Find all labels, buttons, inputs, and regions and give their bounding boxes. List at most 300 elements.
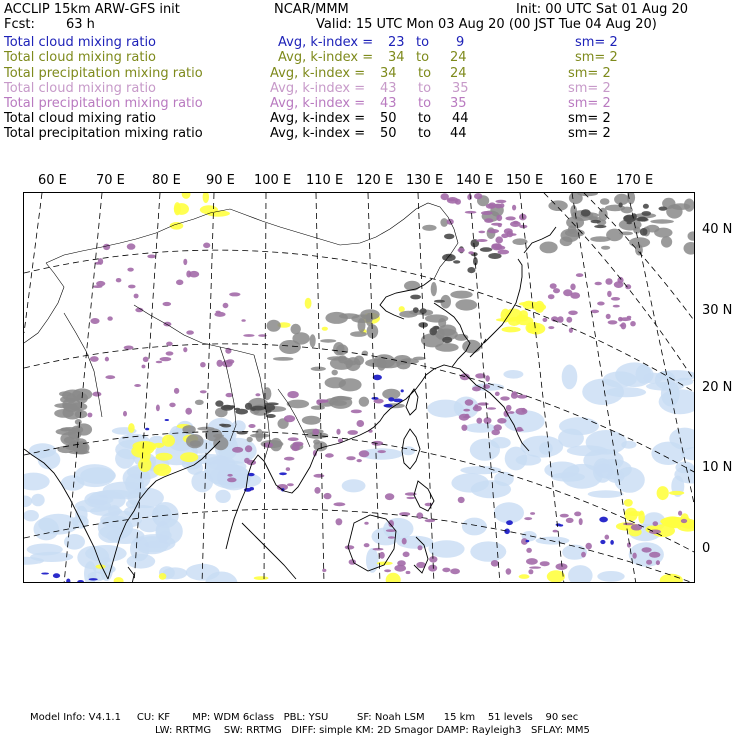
field-blob: [135, 442, 154, 455]
field-blob: [560, 237, 573, 247]
field-blob: [243, 334, 254, 337]
field-blob: [186, 271, 191, 278]
grid-line: [24, 193, 42, 333]
grid-line: [520, 193, 564, 583]
field-blob: [254, 576, 269, 580]
field-blob: [485, 375, 490, 381]
field-blob: [388, 536, 395, 538]
field-blob: [653, 521, 659, 526]
field-blob: [429, 556, 437, 562]
lon-label: 60 E: [38, 173, 67, 188]
field-blob: [630, 321, 636, 326]
field-blob: [553, 288, 560, 293]
lon-label: 160 E: [560, 173, 598, 188]
field-blob: [320, 339, 336, 343]
field-blob: [97, 490, 131, 499]
field-blob: [54, 403, 76, 408]
field-blob: [442, 568, 450, 573]
field-blob: [463, 416, 471, 419]
field-blob: [455, 299, 477, 310]
field-blob: [561, 464, 602, 489]
field-blob: [638, 511, 645, 524]
field-blob: [595, 282, 602, 286]
field-blob: [384, 404, 393, 407]
field-blob: [286, 467, 290, 471]
field-blob: [496, 215, 502, 221]
field-blob: [126, 500, 140, 509]
field-blob: [406, 497, 415, 499]
field-blob: [128, 423, 135, 433]
field-blob: [366, 313, 373, 326]
field-blob: [548, 326, 554, 329]
field-blob: [465, 211, 477, 214]
field-blob: [322, 569, 326, 572]
coastline-sri-lanka: [128, 567, 134, 583]
field-blob: [219, 424, 226, 427]
field-blob: [480, 247, 492, 252]
field-blob: [649, 552, 660, 558]
field-blob: [232, 447, 243, 453]
lon-label: 100 E: [254, 173, 292, 188]
field-blob: [156, 453, 173, 461]
field-blob: [31, 494, 44, 507]
field-blob: [127, 554, 156, 569]
field-blob: [512, 238, 527, 245]
field-blob: [433, 326, 440, 330]
field-blob: [24, 496, 32, 508]
field-blob: [336, 518, 343, 525]
field-blob: [223, 303, 229, 308]
field-blob: [183, 259, 187, 265]
lon-label: 120 E: [356, 173, 394, 188]
field-blob: [556, 523, 561, 526]
field-blob: [487, 407, 496, 410]
field-blob: [588, 490, 624, 498]
field-blob: [491, 429, 500, 435]
field-blob: [185, 408, 192, 415]
field-smoothing: sm= 2: [568, 81, 611, 96]
field-blob: [506, 520, 513, 525]
field-blob: [183, 347, 187, 352]
field-blob: [166, 351, 174, 355]
field-blob: [606, 387, 646, 397]
field-k-start: 50: [380, 126, 397, 141]
field-k-end: 24: [450, 50, 467, 65]
field-blob: [434, 300, 445, 303]
field-k-start: 43: [380, 96, 397, 111]
field-blob: [357, 459, 362, 462]
field-blob: [327, 356, 348, 360]
light-blue-layer: [24, 362, 695, 583]
field-blob: [203, 243, 210, 249]
field-blob: [413, 307, 419, 313]
field-blob: [458, 497, 465, 503]
field-name: Total cloud mixing ratio: [4, 111, 157, 126]
field-blob: [607, 291, 612, 297]
field-blob: [526, 548, 532, 553]
field-k-start: 34: [388, 50, 405, 65]
model-info-line1: Model Info: V4.1.1 CU: KF MP: WDM 6class PBL: YSU SF: Noah LSM 15 km 51 levels 90 sec: [30, 712, 579, 723]
fcst-label: Fcst:: [4, 17, 35, 32]
field-blob: [245, 445, 252, 452]
field-blob: [156, 405, 160, 412]
field-k-start: 43: [380, 81, 397, 96]
field-blob: [358, 318, 366, 332]
field-blob: [528, 569, 533, 574]
field-blob: [605, 278, 612, 285]
field-blob: [611, 297, 620, 301]
field-blob: [562, 365, 578, 390]
field-k-to: to: [418, 111, 432, 126]
field-blob: [624, 499, 633, 507]
field-blob: [460, 466, 501, 474]
field-blob: [675, 378, 693, 386]
field-blob: [517, 395, 527, 399]
grid-line: [418, 193, 434, 583]
field-blob: [688, 231, 696, 240]
field-blob: [311, 406, 325, 410]
field-blob: [156, 361, 163, 364]
forecast-map: [23, 192, 695, 583]
field-blob: [636, 365, 652, 384]
field-blob: [310, 334, 316, 347]
field-blob: [576, 273, 583, 277]
field-blob: [462, 340, 481, 354]
field-blob: [636, 217, 648, 221]
field-blob: [477, 402, 488, 405]
field-blob: [248, 424, 255, 428]
field-blob: [498, 223, 502, 227]
field-blob: [351, 410, 362, 414]
field-blob: [548, 200, 567, 211]
field-blob: [347, 430, 358, 435]
field-blob: [314, 487, 320, 494]
field-blob: [195, 400, 204, 405]
field-blob: [495, 392, 500, 396]
field-blob: [483, 384, 490, 389]
field-blob: [255, 393, 260, 396]
field-blob: [481, 211, 493, 215]
field-blob: [447, 197, 459, 204]
field-blob: [428, 540, 464, 558]
field-k-start: 34: [380, 66, 397, 81]
field-blob: [567, 445, 608, 456]
field-blob: [613, 305, 620, 308]
grid-line: [316, 193, 324, 583]
field-blob: [288, 437, 299, 441]
field-blob: [488, 253, 501, 259]
field-avg-label: Avg, k-index =: [270, 111, 366, 126]
field-blob: [470, 439, 500, 461]
field-blob: [684, 242, 696, 255]
field-blob: [465, 399, 474, 405]
field-blob: [128, 285, 136, 289]
field-smoothing: sm= 2: [575, 50, 618, 65]
field-blob: [114, 577, 124, 583]
field-name: Total cloud mixing ratio: [4, 35, 157, 50]
field-name: Total precipitation mixing ratio: [4, 96, 203, 111]
field-blob: [467, 194, 472, 200]
field-blob: [463, 409, 470, 412]
field-blob: [221, 405, 234, 411]
lon-label: 140 E: [456, 173, 494, 188]
field-k-end: 44: [452, 111, 469, 126]
field-k-end: 44: [450, 126, 467, 141]
field-blob: [607, 470, 625, 483]
field-blob: [333, 502, 345, 506]
field-k-to: to: [416, 35, 430, 50]
field-blob: [606, 314, 611, 319]
field-blob: [618, 317, 623, 322]
lon-label: 170 E: [616, 173, 654, 188]
border-china-mongolia: [156, 203, 458, 279]
lon-label: 70 E: [96, 173, 125, 188]
field-blob: [313, 474, 324, 478]
field-blob: [174, 203, 189, 215]
field-blob: [215, 400, 223, 406]
field-blob: [203, 193, 209, 203]
field-blob: [600, 540, 605, 544]
field-blob: [406, 571, 411, 574]
field-blob: [227, 474, 232, 477]
field-blob: [143, 357, 149, 362]
field-blob: [357, 420, 365, 427]
field-blob: [621, 441, 636, 449]
field-blob: [186, 330, 194, 334]
field-blob: [624, 215, 632, 220]
field-blob: [624, 508, 637, 522]
grid-line: [368, 193, 380, 583]
field-blob: [200, 390, 207, 393]
field-name: Total cloud mixing ratio: [4, 50, 157, 65]
field-blob: [600, 198, 610, 205]
field-blob: [591, 220, 601, 223]
field-blob: [581, 209, 591, 216]
field-name: Total precipitation mixing ratio: [4, 126, 203, 141]
field-blob: [273, 357, 294, 361]
field-k-end: 24: [450, 66, 467, 81]
field-blob: [650, 219, 674, 223]
field-blob: [377, 357, 386, 371]
field-blob: [491, 560, 499, 567]
field-blob: [450, 291, 472, 299]
field-blob: [614, 281, 624, 288]
field-blob: [354, 356, 364, 366]
field-smoothing: sm= 2: [568, 126, 611, 141]
field-blob: [345, 545, 355, 549]
coastline-sumatra: [242, 523, 296, 579]
field-blob: [325, 453, 334, 457]
field-blob: [292, 332, 309, 344]
field-blob: [92, 392, 101, 397]
field-blob: [279, 472, 287, 475]
field-blob: [626, 222, 632, 225]
fcst-value: 63 h: [66, 17, 95, 32]
field-blob: [484, 218, 493, 223]
field-blob: [229, 292, 240, 296]
field-blob: [558, 429, 584, 448]
field-blob: [471, 480, 511, 498]
field-avg-label: Avg, k-index =: [270, 126, 366, 141]
field-blob: [332, 401, 347, 406]
field-blob: [402, 538, 407, 545]
field-blob: [568, 311, 578, 316]
field-blob: [89, 578, 98, 580]
field-blob: [642, 211, 652, 216]
field-blob: [681, 519, 687, 523]
field-blob: [568, 565, 593, 583]
field-blob: [379, 552, 385, 559]
field-blob: [659, 207, 668, 211]
field-blob: [138, 458, 151, 472]
field-blob: [509, 233, 517, 236]
field-blob: [105, 357, 109, 362]
field-blob: [388, 397, 394, 401]
center-label: NCAR/MMM: [274, 2, 349, 17]
field-blob: [529, 566, 541, 568]
field-blob: [153, 464, 171, 476]
field-blob: [74, 464, 115, 487]
field-blob: [251, 406, 265, 411]
field-blob: [75, 506, 87, 524]
field-k-end: 35: [452, 81, 469, 96]
field-blob: [428, 565, 437, 572]
valid-time: Valid: 15 UTC Mon 03 Aug 20 (00 JST Tue 04 Aug 20): [316, 17, 657, 32]
lat-label: 40 N: [702, 222, 733, 237]
field-k-to: to: [416, 50, 430, 65]
field-blob: [453, 260, 460, 263]
field-blob: [651, 442, 685, 465]
field-blob: [553, 530, 558, 533]
field-blob: [92, 285, 102, 288]
field-blob: [619, 203, 623, 208]
field-k-to: to: [418, 96, 432, 111]
field-blob: [431, 282, 437, 296]
field-blob: [519, 574, 530, 579]
field-blob: [511, 392, 518, 399]
field-blob: [500, 203, 505, 208]
field-blob: [605, 535, 610, 540]
field-blob: [235, 409, 248, 415]
field-blob: [142, 365, 146, 369]
field-blob: [124, 346, 134, 350]
field-blob: [404, 281, 420, 291]
field-blob: [160, 531, 172, 541]
field-blob: [226, 393, 233, 397]
init-time: Init: 00 UTC Sat 01 Aug 20: [516, 2, 689, 17]
field-blob: [169, 403, 175, 408]
field-blob: [560, 514, 569, 518]
field-blob: [640, 228, 648, 236]
field-avg-label: Avg, k-index =: [270, 96, 366, 111]
field-blob: [244, 458, 250, 464]
model-info-line2: LW: RRTMG SW: RRTMG DIFF: simple KM: 2D Smagor DAMP: Rayleigh3 SFLAY: MM5: [155, 725, 590, 736]
field-blob: [410, 295, 421, 300]
field-blob: [599, 517, 608, 523]
field-blob: [594, 225, 606, 228]
field-blob: [508, 411, 514, 414]
field-k-to: to: [418, 126, 432, 141]
field-blob: [491, 243, 501, 249]
field-blob: [200, 205, 218, 214]
field-smoothing: sm= 2: [568, 111, 611, 126]
field-blob: [200, 362, 206, 367]
field-blob: [267, 320, 281, 332]
field-blob: [311, 367, 326, 371]
field-blob: [402, 446, 415, 455]
field-blob: [247, 437, 253, 442]
field-blob: [359, 397, 369, 407]
field-blob: [468, 251, 474, 254]
field-blob: [227, 478, 237, 483]
field-blob: [339, 378, 362, 391]
field-blob: [90, 356, 99, 362]
lon-label: 80 E: [152, 173, 181, 188]
field-blob: [435, 343, 459, 352]
field-blob: [321, 399, 328, 402]
field-blob: [127, 268, 133, 272]
field-blob: [478, 231, 485, 234]
field-blob: [657, 486, 669, 500]
field-blob: [501, 234, 508, 239]
field-blob: [646, 560, 652, 565]
field-blob: [385, 493, 394, 500]
field-blob: [661, 236, 672, 247]
field-blob: [427, 400, 463, 418]
field-blob: [458, 248, 465, 253]
field-k-end: 35: [450, 96, 467, 111]
field-blob: [597, 302, 605, 306]
field-blob: [623, 523, 634, 526]
field-blob: [284, 457, 295, 461]
field-blob: [539, 442, 553, 455]
field-blob: [497, 418, 506, 424]
field-blob: [66, 579, 70, 584]
grid-line: [202, 193, 214, 583]
field-blob: [287, 483, 294, 486]
field-blob: [543, 318, 548, 322]
field-blob: [418, 545, 423, 550]
field-blob: [241, 319, 245, 322]
field-blob: [263, 387, 271, 400]
field-blob: [403, 552, 410, 558]
field-avg-label: Avg, k-index =: [270, 66, 366, 81]
field-blob: [60, 432, 79, 446]
field-blob: [339, 313, 359, 319]
field-blob: [465, 423, 496, 433]
lon-label: 130 E: [406, 173, 444, 188]
field-blob: [422, 225, 436, 231]
field-blob: [359, 450, 370, 457]
field-blob: [332, 370, 338, 376]
field-blob: [302, 416, 321, 425]
field-smoothing: sm= 2: [568, 96, 611, 111]
field-blob: [123, 411, 127, 417]
field-blob: [163, 322, 171, 327]
field-blob: [498, 250, 510, 255]
field-blob: [642, 547, 652, 552]
field-blob: [570, 292, 580, 299]
field-blob: [666, 204, 682, 218]
field-blob: [107, 316, 112, 320]
field-blob: [59, 391, 71, 396]
field-blob: [470, 541, 506, 561]
field-blob: [442, 337, 452, 343]
field-blob: [566, 317, 572, 323]
field-blob: [305, 298, 312, 309]
field-blob: [160, 357, 172, 361]
field-blob: [216, 311, 221, 314]
